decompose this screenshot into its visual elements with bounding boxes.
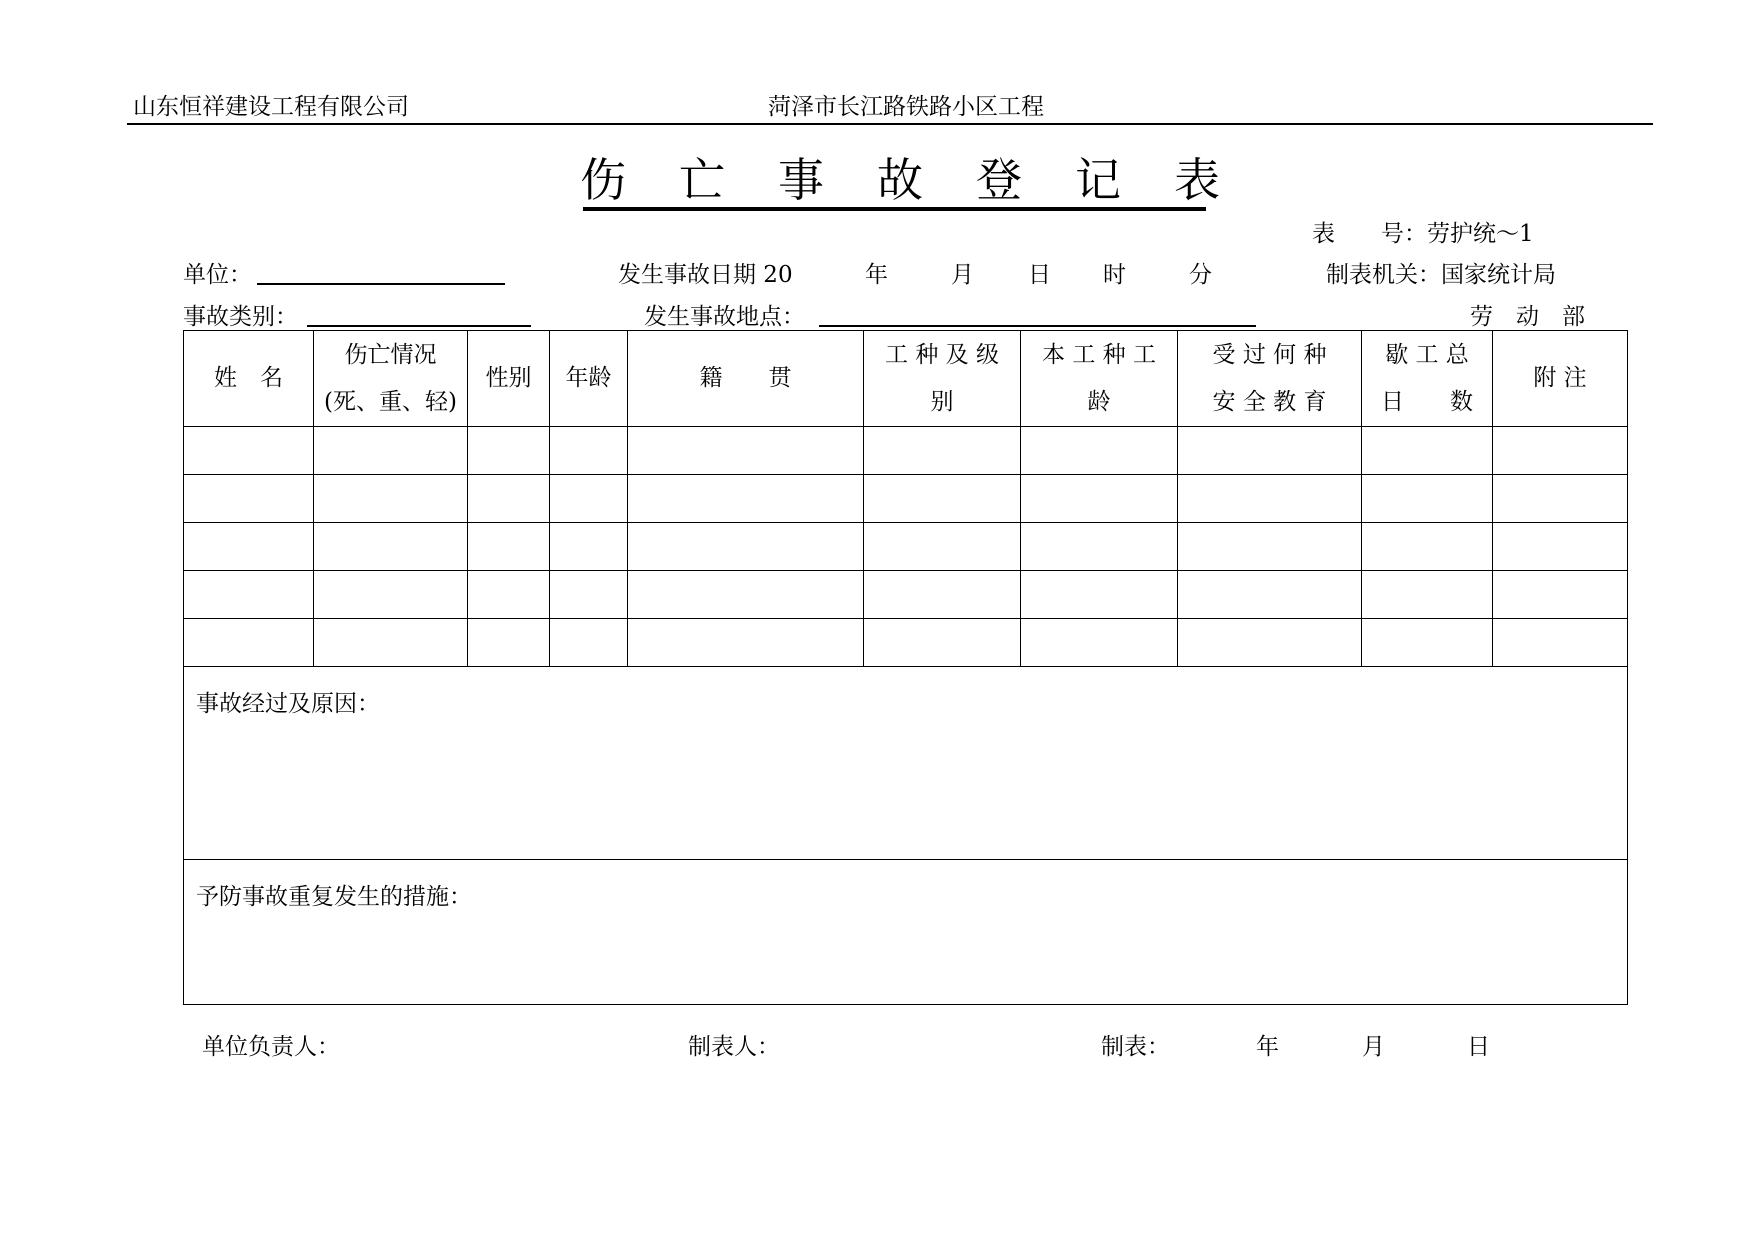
accident-category-field[interactable]	[307, 325, 531, 327]
page-title: 伤亡事故登记表	[580, 153, 1273, 207]
table-row	[184, 571, 1628, 619]
footer-year-label: 年	[1256, 1034, 1279, 1060]
table-body	[184, 427, 1628, 1005]
cell-seniority[interactable]	[1021, 475, 1178, 523]
process-label: 事故经过及原因：	[196, 691, 380, 717]
issuing-authority: 制表机关：国家统计局	[1326, 262, 1556, 288]
cell-leave-days[interactable]	[1362, 523, 1493, 571]
cell-gender[interactable]	[468, 619, 550, 667]
cell-name[interactable]	[184, 475, 314, 523]
table-header-row	[184, 331, 1628, 427]
cell-seniority[interactable]	[1021, 523, 1178, 571]
cell-seniority[interactable]	[1021, 571, 1178, 619]
cell-origin[interactable]	[628, 475, 864, 523]
cell-name[interactable]	[184, 571, 314, 619]
accident-category-label: 事故类别：	[183, 304, 298, 330]
table-row	[184, 523, 1628, 571]
preparer-label: 制表人：	[688, 1034, 780, 1060]
cell-age[interactable]	[550, 571, 628, 619]
ministry-label: 劳 动 部	[1470, 304, 1585, 330]
col-header-gender: 性别	[468, 331, 550, 427]
cell-trade[interactable]	[864, 619, 1021, 667]
unit-field[interactable]	[257, 283, 505, 285]
cell-casualty[interactable]	[314, 475, 468, 523]
col-header-trade	[864, 331, 1021, 427]
cell-origin[interactable]	[628, 427, 864, 475]
cell-origin[interactable]	[628, 523, 864, 571]
table-row	[184, 619, 1628, 667]
col-header-training	[1178, 331, 1362, 427]
table-row	[184, 475, 1628, 523]
col-header-training-line1: 受 过 何 种	[1212, 341, 1327, 368]
col-header-notes: 附 注	[1493, 331, 1628, 427]
date-minute-label: 分	[1189, 262, 1212, 288]
date-day-label: 日	[1028, 262, 1051, 288]
cell-notes[interactable]	[1493, 619, 1628, 667]
cell-trade[interactable]	[864, 475, 1021, 523]
cell-age[interactable]	[550, 523, 628, 571]
form-number-value: 劳护统～1	[1427, 221, 1534, 247]
prevention-cell[interactable]	[184, 860, 1628, 1005]
form-number	[1312, 215, 1534, 248]
cell-name[interactable]	[184, 427, 314, 475]
accident-location-field[interactable]	[819, 325, 1256, 327]
cell-casualty[interactable]	[314, 427, 468, 475]
cell-casualty[interactable]	[314, 571, 468, 619]
cell-casualty[interactable]	[314, 523, 468, 571]
cell-age[interactable]	[550, 475, 628, 523]
date-year-label: 年	[865, 262, 888, 288]
cell-age[interactable]	[550, 619, 628, 667]
cell-training[interactable]	[1178, 523, 1362, 571]
col-header-leave-line2: 日 数	[1381, 388, 1473, 415]
col-header-trade-line2: 别	[930, 388, 954, 415]
cell-notes[interactable]	[1493, 427, 1628, 475]
prevention-row	[184, 860, 1628, 1005]
cell-training[interactable]	[1178, 427, 1362, 475]
col-header-seniority	[1021, 331, 1178, 427]
col-header-training-line2: 安 全 教 育	[1212, 388, 1327, 415]
col-header-casualty	[314, 331, 468, 427]
cell-gender[interactable]	[468, 427, 550, 475]
company-name: 山东恒祥建设工程有限公司	[133, 94, 409, 120]
col-header-seniority-line2: 龄	[1087, 388, 1111, 415]
col-header-casualty-line2: (死、重、轻)	[324, 388, 457, 415]
table-row	[184, 427, 1628, 475]
col-header-age: 年龄	[550, 331, 628, 427]
cell-leave-days[interactable]	[1362, 619, 1493, 667]
footer-day-label: 日	[1467, 1034, 1490, 1060]
casualty-table	[183, 330, 1628, 1005]
project-name: 菏泽市长江路铁路小区工程	[768, 94, 1044, 120]
prevention-label: 予防事故重复发生的措施：	[196, 884, 472, 910]
cell-training[interactable]	[1178, 571, 1362, 619]
process-row	[184, 667, 1628, 860]
cell-name[interactable]	[184, 619, 314, 667]
date-month-label: 月	[951, 262, 974, 288]
unit-label: 单位：	[183, 262, 252, 288]
title-underline	[583, 207, 1206, 211]
header-rule	[127, 123, 1653, 125]
cell-notes[interactable]	[1493, 475, 1628, 523]
cell-origin[interactable]	[628, 619, 864, 667]
col-header-leave-line1: 歇 工 总	[1385, 341, 1469, 368]
cell-gender[interactable]	[468, 475, 550, 523]
accident-location-label: 发生事故地点：	[644, 304, 805, 330]
cell-training[interactable]	[1178, 619, 1362, 667]
cell-name[interactable]	[184, 523, 314, 571]
cell-gender[interactable]	[468, 571, 550, 619]
col-header-seniority-line1: 本 工 种 工	[1042, 341, 1156, 368]
cell-trade[interactable]	[864, 427, 1021, 475]
cell-trade[interactable]	[864, 523, 1021, 571]
form-number-label: 表 号：	[1312, 221, 1427, 247]
col-header-origin: 籍 贯	[628, 331, 864, 427]
cell-training[interactable]	[1178, 475, 1362, 523]
footer-month-label: 月	[1362, 1034, 1385, 1060]
cell-casualty[interactable]	[314, 619, 468, 667]
col-header-trade-line1: 工 种 及 级	[885, 341, 999, 368]
cell-gender[interactable]	[468, 523, 550, 571]
cell-age[interactable]	[550, 427, 628, 475]
cell-seniority[interactable]	[1021, 619, 1178, 667]
col-header-name: 姓 名	[184, 331, 314, 427]
cell-leave-days[interactable]	[1362, 571, 1493, 619]
date-hour-label: 时	[1103, 262, 1126, 288]
col-header-leave-days	[1362, 331, 1493, 427]
cell-notes[interactable]	[1493, 523, 1628, 571]
cell-leave-days[interactable]	[1362, 427, 1493, 475]
prepared-date-label: 制表：	[1101, 1034, 1170, 1060]
cell-seniority[interactable]	[1021, 427, 1178, 475]
cell-origin[interactable]	[628, 571, 864, 619]
col-header-casualty-line1: 伤亡情况	[344, 341, 437, 368]
unit-responsible-label: 单位负责人：	[202, 1034, 340, 1060]
accident-date-label: 发生事故日期 20	[618, 262, 793, 288]
cell-trade[interactable]	[864, 571, 1021, 619]
cell-notes[interactable]	[1493, 571, 1628, 619]
cell-leave-days[interactable]	[1362, 475, 1493, 523]
process-cell[interactable]	[184, 667, 1628, 860]
